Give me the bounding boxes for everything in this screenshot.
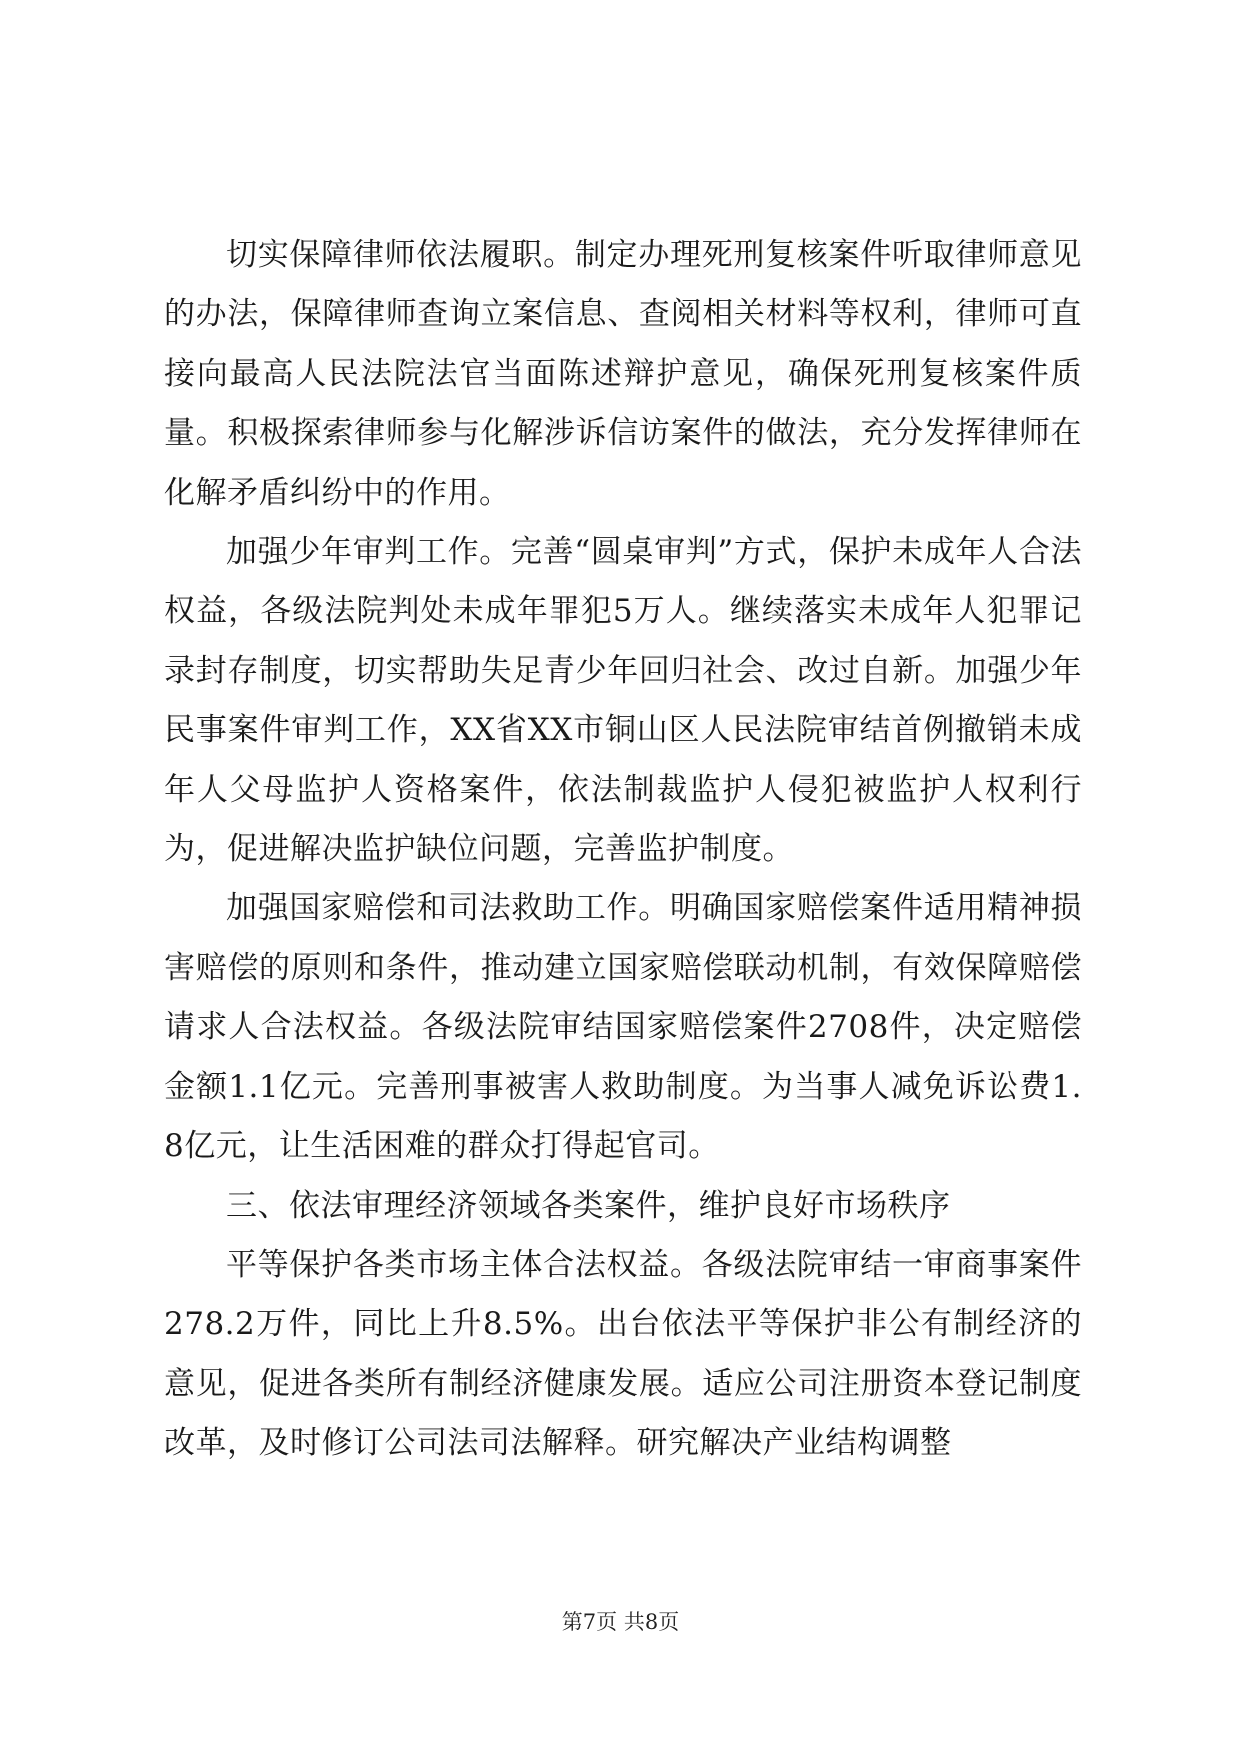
document-body	[164, 226, 1082, 1474]
paragraph-market-protection: 平等保护各类市场主体合法权益。各级法院审结一审商事案件278.2万件，同比上升8.5%。出台依法平等保护非公有制经济的意见，促进各类所有制经济健康发展。适应公司注册资本登记制度改革，及时修订公司法司法解释。研究解决产业结构调整	[164, 1246, 1082, 1462]
paragraph-lawyer-rights: 切实保障律师依法履职。制定办理死刑复核案件听取律师意见的办法，保障律师查询立案信息、查阅相关材料等权利，律师可直接向最高人民法院法官当面陈述辩护意见，确保死刑复核案件质量。积极探索律师参与化解涉诉信访案件的做法，充分发挥律师在化解矛盾纠纷中的作用。	[164, 237, 1082, 511]
page-number-footer: 第7页 共8页	[561, 1610, 680, 1634]
paragraph-state-compensation: 加强国家赔偿和司法救助工作。明确国家赔偿案件适用精神损害赔偿的原则和条件，推动建立国家赔偿联动机制，有效保障赔偿请求人合法权益。各级法院审结国家赔偿案件2708件，决定赔偿金额1.1亿元。完善刑事被害人救助制度。为当事人减免诉讼费1.8亿元，让生活困难的群众打得起官司。	[164, 890, 1082, 1165]
paragraph-juvenile-trial: 加强少年审判工作。完善“圆桌审判”方式，保护未成年人合法权益，各级法院判处未成年罪犯5万人。继续落实未成年人犯罪记录封存制度，切实帮助失足青少年回归社会、改过自新。加强少年民事案件审判工作，XX省XX市铜山区人民法院审结首例撤销未成年人父母监护人资格案件，依法制裁监护人侵犯被监护人权利行为，促进解决监护缺位问题，完善监护制度。	[164, 534, 1082, 868]
section-heading: 三、依法审理经济领域各类案件，维护良好市场秩序	[226, 1187, 951, 1224]
